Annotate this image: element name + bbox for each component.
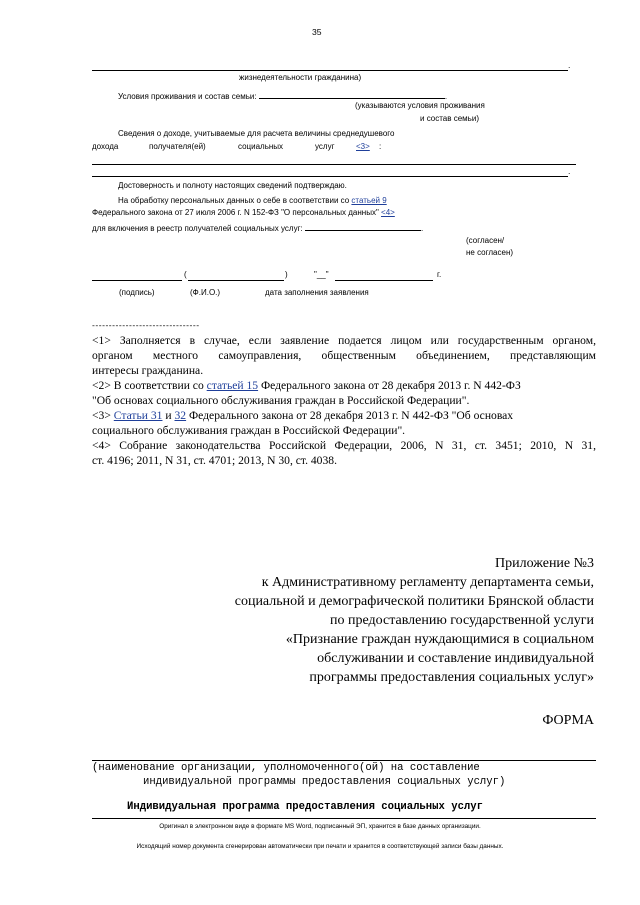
income-word-4: услуг: [315, 142, 335, 151]
link-article-15[interactable]: статьей 15: [206, 379, 259, 392]
footnote-3-text: Федерального закона от 28 декабря 2013 г. N 442-ФЗ "Об основах: [189, 409, 514, 422]
fio-caption: (Ф.И.О.): [190, 288, 221, 297]
footnote-3-prefix: <3>: [92, 409, 111, 422]
living-hint-2: и состав семьи): [420, 114, 479, 123]
link-article-32[interactable]: 32: [174, 409, 187, 422]
footnote-3-line-2: социального обслуживания граждан в Российской Федерации".: [92, 424, 406, 437]
agree-option-1: (согласен/: [466, 236, 505, 245]
footnote-2-text: Федерального закона от 28 декабря 2013 г. N 442-ФЗ: [260, 379, 521, 392]
signature-caption: (подпись): [119, 288, 155, 297]
underline-1: [92, 70, 568, 71]
footnote-2-line-2: "Об основах социального обслуживания граждан в Российской Федерации".: [92, 394, 470, 407]
pd-line-1: [118, 196, 387, 205]
living-conditions-row: [118, 89, 447, 101]
appendix-line-5: обслуживании и составление индивидуальной: [317, 651, 594, 666]
pd-line-2: [92, 208, 395, 217]
org-name-line: [92, 760, 596, 761]
link-article-9[interactable]: статьей 9: [351, 196, 387, 205]
income-line-2: [92, 142, 392, 151]
signature-field[interactable]: [92, 270, 182, 281]
footer-line-1: Оригинал в электронном виде в формате MS Word, подписанный ЭП, хранится в базе данных организации.: [159, 823, 481, 830]
date-field[interactable]: [335, 270, 433, 281]
footnote-1-line-2: органом местного самоуправления, общественным объединением, представляющим: [92, 349, 596, 362]
income-line-1: Сведения о доходе, учитываемые для расчета величины среднедушевого: [118, 129, 395, 138]
agree-option-2: не согласен): [466, 248, 514, 257]
signature-row: [92, 270, 452, 284]
fio-field[interactable]: [188, 270, 284, 281]
footer-line-2: Исходящий номер документа сгенерирован автоматически при печати и хранится в соответствующей записи базы данных.: [136, 843, 504, 850]
page-number: 35: [312, 27, 322, 37]
living-conditions-field[interactable]: [259, 89, 448, 101]
living-conditions-dot: .: [444, 92, 448, 101]
footnote-3-line-1: [92, 409, 513, 422]
date-year-suffix: г.: [437, 270, 442, 279]
date-caption: дата заполнения заявления: [265, 288, 369, 297]
program-title: Индивидуальная программа предоставления социальных услуг: [127, 801, 484, 813]
living-hint-1: (указываются условия проживания: [355, 101, 485, 110]
income-colon: :: [379, 142, 382, 151]
footnote-4-line-1: <4> Собрание законодательства Российской Федерации, 2006, N 31, ст. 3451; 2010, N 31,: [92, 439, 596, 452]
footnote-ref-3[interactable]: <3>: [356, 142, 370, 151]
income-word-2: получателя(ей): [149, 142, 206, 151]
income-word-1: дохода: [92, 142, 119, 151]
org-caption-1: (наименование организации, уполномоченного(ой) на составление: [92, 762, 480, 774]
org-caption-2: индивидуальной программы предоставления социальных услуг): [143, 776, 506, 788]
pd-line-3-dot: .: [420, 224, 424, 233]
footnote-2-line-1: [92, 379, 596, 392]
pd-line-2-text: Федерального закона от 27 июля 2006 г. N 152-ФЗ "О персональных данных": [92, 208, 379, 217]
life-activity-caption: жизнедеятельности гражданина): [239, 73, 362, 82]
footnote-2-prefix: <2> В соответствии со: [92, 379, 204, 392]
date-day-quote: "__": [314, 270, 329, 279]
pd-line-3-text: для включения в реестр получателей социальных услуг:: [92, 224, 303, 233]
form-label: ФОРМА: [542, 713, 594, 728]
appendix-title: Приложение №3: [495, 556, 594, 571]
footnote-3-and: и: [165, 409, 172, 422]
appendix-line-3: по предоставлению государственной услуги: [330, 613, 594, 628]
appendix-line-6: программы предоставления социальных услуг»: [309, 670, 594, 685]
appendix-line-1: к Административному регламенту департамента семьи,: [261, 575, 594, 590]
footnote-separator: --------------------------------: [92, 320, 200, 330]
link-article-31[interactable]: Статьи 31: [113, 409, 163, 422]
footnote-1-line-1: <1> Заполняется в случае, если заявление подается лицом или государственным органом,: [92, 334, 596, 347]
registry-consent-field[interactable]: [305, 221, 424, 233]
footnote-4-line-2: ст. 4196; 2011, N 31, ст. 4701; 2013, N 30, ст. 4038.: [92, 454, 337, 467]
underline-3: [92, 176, 568, 177]
underline-2: [92, 164, 576, 165]
fio-close: ): [285, 270, 288, 279]
fio-open: (: [184, 270, 187, 279]
living-conditions-label: Условия проживания и состав семьи:: [118, 92, 257, 101]
appendix-line-4: «Признание граждан нуждающимися в социальном: [285, 632, 594, 647]
pd-line-3: [92, 221, 423, 233]
appendix-line-2: социальной и демографической политики Брянской области: [234, 594, 594, 609]
pd-line-1-text: На обработку персональных данных о себе в соответствии со: [118, 196, 350, 205]
confirm-text: Достоверность и полноту настоящих сведений подтверждаю.: [118, 181, 347, 190]
footnote-1-line-3: интересы гражданина.: [92, 364, 204, 377]
footnote-ref-4[interactable]: <4>: [381, 208, 395, 217]
trailing-dot: .: [568, 60, 571, 70]
income-word-3: социальных: [238, 142, 284, 151]
footer-rule: [92, 818, 596, 819]
trailing-dot-2: .: [568, 166, 571, 176]
